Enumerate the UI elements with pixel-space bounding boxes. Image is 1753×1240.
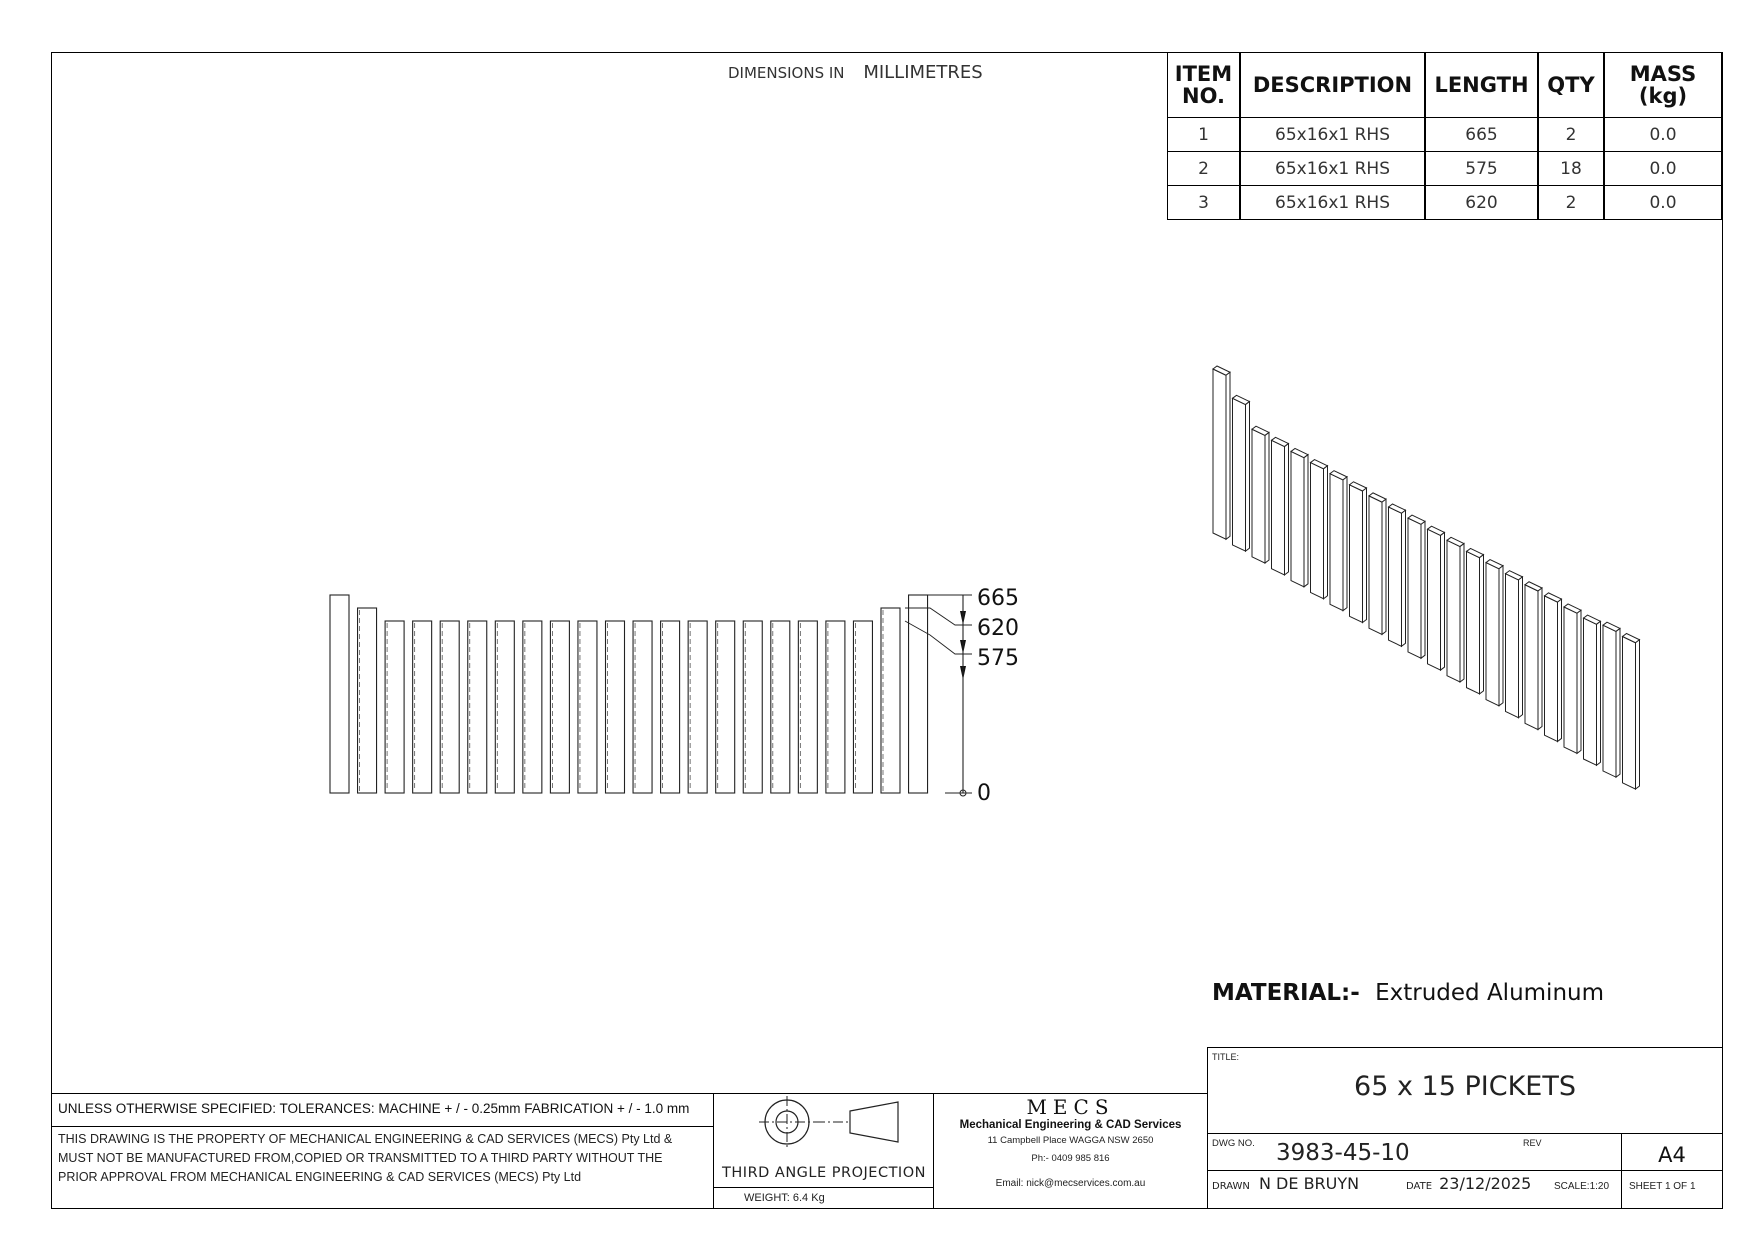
bom-header-line: ITEM bbox=[1174, 61, 1233, 86]
bom-header-line: DESCRIPTION bbox=[1252, 72, 1413, 97]
iso-picket-side bbox=[1538, 588, 1542, 730]
drawn-by-row bbox=[1212, 1174, 1359, 1193]
company-logo: MECS bbox=[1026, 1095, 1115, 1119]
property-notice bbox=[58, 1130, 708, 1187]
iso-picket-face bbox=[1408, 518, 1421, 658]
drawn-label: DRAWN bbox=[1212, 1181, 1250, 1192]
bom-cell-item-no: 2 bbox=[1167, 151, 1240, 186]
iso-picket-side bbox=[1519, 577, 1523, 718]
bom-cell-item-no: 1 bbox=[1167, 117, 1240, 152]
front-picket bbox=[523, 621, 542, 793]
iso-picket-side bbox=[1246, 402, 1250, 552]
company-phone: Ph:- 0409 985 816 bbox=[1031, 1153, 1110, 1164]
iso-picket-face bbox=[1623, 637, 1636, 790]
drawing-title: 65 x 15 PICKETS bbox=[1354, 1071, 1576, 1102]
tolerance-row bbox=[51, 1126, 714, 1128]
front-picket bbox=[743, 621, 762, 793]
company-name: Mechanical Engineering & CAD Services bbox=[959, 1119, 1182, 1131]
iso-picket-side bbox=[1382, 499, 1386, 634]
bom-cell-length: 620 bbox=[1425, 185, 1538, 220]
weight-row bbox=[714, 1187, 934, 1189]
iso-picket-face bbox=[1564, 607, 1577, 753]
rev-label: REV bbox=[1523, 1138, 1542, 1148]
projection-label: THIRD ANGLE PROJECTION bbox=[722, 1165, 926, 1181]
front-picket bbox=[716, 621, 735, 793]
date-value: 23/12/2025 bbox=[1439, 1174, 1532, 1193]
material-label: MATERIAL:- bbox=[1212, 980, 1360, 1006]
iso-picket-face bbox=[1506, 574, 1519, 718]
iso-picket-side bbox=[1577, 610, 1581, 753]
iso-picket-face bbox=[1369, 496, 1382, 635]
front-picket bbox=[358, 608, 377, 793]
tolerances-note: UNLESS OTHERWISE SPECIFIED: TOLERANCES: MACHINE + / - 0.25mm FABRICATION + / - 1.0 mm bbox=[58, 1101, 690, 1116]
bom-cell-description: 65x16x1 RHS bbox=[1240, 151, 1425, 186]
iso-picket-side bbox=[1558, 599, 1562, 741]
bom-cell-length: 575 bbox=[1425, 151, 1538, 186]
bom-cell-mass: 0.0 bbox=[1604, 151, 1722, 186]
iso-picket-side bbox=[1324, 466, 1328, 599]
date-row bbox=[1406, 1174, 1531, 1193]
iso-picket-side bbox=[1402, 510, 1406, 646]
front-picket bbox=[633, 621, 652, 793]
front-picket bbox=[881, 608, 900, 793]
iso-picket-side bbox=[1226, 372, 1230, 539]
property-line-1: THIS DRAWING IS THE PROPERTY OF MECHANICAL ENGINEERING & CAD SERVICES (MECS) Pty Ltd & bbox=[58, 1132, 673, 1146]
bom-header-line: NO. bbox=[1182, 84, 1225, 108]
iso-picket-face bbox=[1525, 585, 1538, 730]
company-address: 11 Campbell Place WAGGA NSW 2650 bbox=[987, 1135, 1154, 1146]
front-picket bbox=[853, 621, 872, 793]
units-value: MILLIMETRES bbox=[863, 62, 983, 83]
bom-header-line: (kg) bbox=[1638, 84, 1688, 108]
bom-cell-qty: 2 bbox=[1538, 185, 1604, 220]
bom-header-line: QTY bbox=[1547, 72, 1595, 97]
bom-cell-mass: 0.0 bbox=[1604, 185, 1722, 220]
iso-picket-side bbox=[1265, 432, 1269, 563]
weight-value: WEIGHT: 6.4 Kg bbox=[744, 1192, 825, 1204]
iso-picket-face bbox=[1467, 551, 1480, 693]
sheet-number: SHEET 1 OF 1 bbox=[1629, 1181, 1696, 1192]
iso-picket-face bbox=[1389, 507, 1402, 646]
iso-picket-face bbox=[1350, 485, 1363, 623]
iso-picket-face bbox=[1584, 618, 1597, 765]
bom-cell-description: 65x16x1 RHS bbox=[1240, 185, 1425, 220]
iso-picket-side bbox=[1616, 628, 1620, 777]
iso-picket-face bbox=[1545, 596, 1558, 742]
drawn-by: N DE BRUYN bbox=[1259, 1174, 1360, 1193]
bom-cell-qty: 2 bbox=[1538, 117, 1604, 152]
iso-picket-side bbox=[1441, 532, 1445, 670]
dwg-row-bottom bbox=[1207, 1170, 1723, 1172]
dimension-665: 665 bbox=[977, 586, 1019, 611]
iso-picket-face bbox=[1428, 529, 1441, 670]
iso-picket-face bbox=[1330, 474, 1343, 611]
iso-picket-side bbox=[1597, 621, 1601, 765]
iso-picket-face bbox=[1603, 625, 1616, 777]
dwg-row-top bbox=[1207, 1133, 1723, 1135]
iso-picket-side bbox=[1304, 455, 1308, 587]
material-note bbox=[1212, 980, 1604, 1006]
iso-picket-side bbox=[1285, 444, 1289, 575]
dwg-number: 3983-45-10 bbox=[1276, 1140, 1410, 1166]
iso-picket-side bbox=[1421, 521, 1425, 658]
iso-picket-side bbox=[1343, 477, 1347, 611]
property-line-3: PRIOR APPROVAL FROM MECHANICAL ENGINEERING & CAD SERVICES (MECS) Pty Ltd bbox=[58, 1170, 582, 1184]
iso-picket-face bbox=[1252, 429, 1265, 563]
bom-cell-mass: 0.0 bbox=[1604, 117, 1722, 152]
iso-picket-face bbox=[1486, 563, 1499, 706]
iso-picket-face bbox=[1447, 540, 1460, 682]
iso-picket-side bbox=[1363, 488, 1367, 622]
scale-value: SCALE:1:20 bbox=[1554, 1181, 1610, 1192]
material-value: Extruded Aluminum bbox=[1375, 980, 1605, 1006]
front-picket bbox=[385, 621, 404, 793]
front-picket bbox=[330, 595, 349, 793]
iso-picket-face bbox=[1233, 398, 1246, 551]
sheet-size: A4 bbox=[1658, 1143, 1686, 1167]
dimension-575: 575 bbox=[977, 646, 1019, 671]
front-picket bbox=[550, 621, 569, 793]
iso-picket-side bbox=[1480, 555, 1484, 694]
front-picket bbox=[798, 621, 817, 793]
dwg-label: DWG NO. bbox=[1212, 1138, 1255, 1149]
projection-frustum bbox=[850, 1102, 898, 1142]
front-picket bbox=[688, 621, 707, 793]
company-email: Email: nick@mecservices.com.au bbox=[995, 1178, 1146, 1189]
front-picket bbox=[578, 621, 597, 793]
iso-picket-side bbox=[1499, 566, 1503, 706]
dimension-0: 0 bbox=[977, 781, 991, 806]
front-picket bbox=[495, 621, 514, 793]
title-label: TITLE: bbox=[1212, 1052, 1240, 1062]
property-line-2: MUST NOT BE MANUFACTURED FROM,COPIED OR TRANSMITTED TO A THIRD PARTY WITHOUT THE bbox=[58, 1151, 663, 1165]
iso-picket-side bbox=[1636, 640, 1640, 789]
iso-picket-face bbox=[1272, 440, 1285, 575]
front-picket bbox=[771, 621, 790, 793]
iso-picket-face bbox=[1311, 463, 1324, 599]
bom-header-line: MASS bbox=[1629, 61, 1697, 86]
front-picket bbox=[440, 621, 459, 793]
date-label: DATE bbox=[1406, 1181, 1433, 1192]
ordinate-dimensions bbox=[905, 586, 1019, 806]
front-view bbox=[330, 595, 928, 793]
front-picket bbox=[661, 621, 680, 793]
bom-cell-qty: 18 bbox=[1538, 151, 1604, 186]
front-picket bbox=[468, 621, 487, 793]
front-picket bbox=[826, 621, 845, 793]
units-label: DIMENSIONS IN bbox=[728, 64, 845, 82]
bom-cell-description: 65x16x1 RHS bbox=[1240, 117, 1425, 152]
bom-header-line: LENGTH bbox=[1434, 72, 1529, 97]
iso-picket-face bbox=[1213, 369, 1226, 539]
projection-symbol bbox=[755, 1095, 905, 1149]
iso-picket-face bbox=[1291, 451, 1304, 586]
bom-cell-item-no: 3 bbox=[1167, 185, 1240, 220]
isometric-view bbox=[1213, 366, 1640, 789]
dimension-620: 620 bbox=[977, 616, 1019, 641]
front-picket bbox=[413, 621, 432, 793]
front-picket bbox=[606, 621, 625, 793]
iso-picket-side bbox=[1460, 544, 1464, 682]
bom-cell-length: 665 bbox=[1425, 117, 1538, 152]
